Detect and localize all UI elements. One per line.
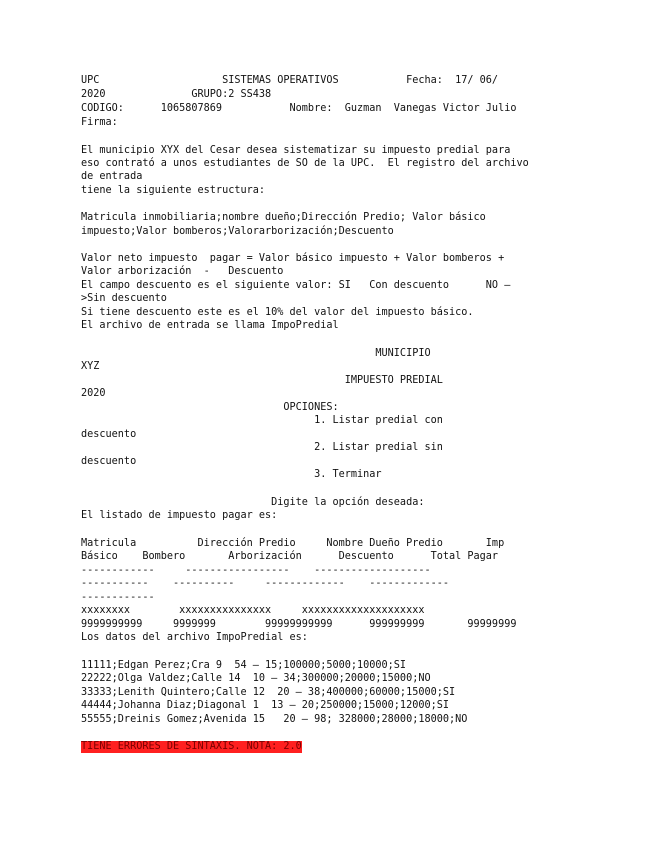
listing-header: Básico Bombero Arborización Descuento Total Pagar: [81, 551, 499, 562]
header-line-2: 2020 GRUPO:2 SS438: [81, 89, 272, 100]
menu-line: XYZ: [81, 361, 100, 372]
menu-line: MUNICIPIO: [81, 348, 431, 359]
menu-line: descuento: [81, 456, 137, 467]
record-line: 55555;Dreinis Gomez;Avenida 15 20 – 98; 328000;28000;18000;NO: [81, 714, 468, 725]
listing-separator: ------------: [81, 592, 155, 603]
rule-line: >Sin descuento: [81, 293, 167, 304]
records-title: Los datos del archivo ImpoPredial es:: [81, 632, 308, 643]
header-line-1: UPC SISTEMAS OPERATIVOS Fecha: 17/ 06/: [81, 75, 499, 86]
listing-separator: ------------ ----------------- -------------------: [81, 565, 431, 576]
listing-title: El listado de impuesto pagar es:: [81, 510, 278, 521]
menu-prompt: Digite la opción deseada:: [81, 497, 425, 508]
structure-line: impuesto;Valor bomberos;Valorarborización;Descuento: [81, 226, 394, 237]
menu-option: 1. Listar predial con: [81, 415, 443, 426]
rule-line: Valor neto impuesto pagar = Valor básico impuesto + Valor bomberos +: [81, 253, 505, 264]
record-line: 44444;Johanna Diaz;Diagonal 1 13 – 20;250000;15000;12000;SI: [81, 700, 450, 711]
grade-annotation: TIENE ERRORES DE SINTAXIS. NOTA: 2.0: [81, 741, 302, 752]
record-line: 22222;Olga Valdez;Calle 14 10 – 34;300000;20000;15000;NO: [81, 673, 431, 684]
rule-line: Si tiene descuento este es el 10% del valor del impuesto básico.: [81, 307, 474, 318]
menu-line: IMPUESTO PREDIAL: [81, 375, 443, 386]
menu-line: OPCIONES:: [81, 402, 339, 413]
rule-line: El campo descuento es el siguiente valor: SI Con descuento NO –: [81, 280, 511, 291]
statement-line: El municipio XYX del Cesar desea sistematizar su impuesto predial para: [81, 145, 511, 156]
rule-line: El archivo de entrada se llama ImpoPredial: [81, 320, 339, 331]
record-line: 11111;Edgan Perez;Cra 9 54 – 15;100000;5000;10000;SI: [81, 660, 407, 671]
menu-option: 2. Listar predial sin: [81, 442, 443, 453]
listing-separator: ----------- ---------- ------------- -------------: [81, 578, 450, 589]
listing-header: Matricula Dirección Predio Nombre Dueño Predio Imp: [81, 538, 505, 549]
structure-line: Matricula inmobiliaria;nombre dueño;Dirección Predio; Valor básico: [81, 212, 486, 223]
record-line: 33333;Lenith Quintero;Calle 12 20 – 38;400000;60000;15000;SI: [81, 687, 456, 698]
menu-line: descuento: [81, 429, 137, 440]
header-line-4: Firma:: [81, 117, 118, 128]
statement-line: de entrada: [81, 171, 143, 182]
listing-row: xxxxxxxx xxxxxxxxxxxxxxx xxxxxxxxxxxxxxxxxxxx: [81, 605, 425, 616]
statement-line: eso contrató a unos estudiantes de SO de la UPC. El registro del archivo: [81, 158, 529, 169]
menu-line: 2020: [81, 388, 106, 399]
listing-row: 9999999999 9999999 99999999999 999999999 99999999: [81, 619, 517, 630]
statement-line: tiene la siguiente estructura:: [81, 185, 266, 196]
header-line-3: CODIGO: 1065807869 Nombre: Guzman Vanegas Victor Julio: [81, 103, 517, 114]
menu-option: 3. Terminar: [81, 469, 382, 480]
rule-line: Valor arborización - Descuento: [81, 266, 284, 277]
